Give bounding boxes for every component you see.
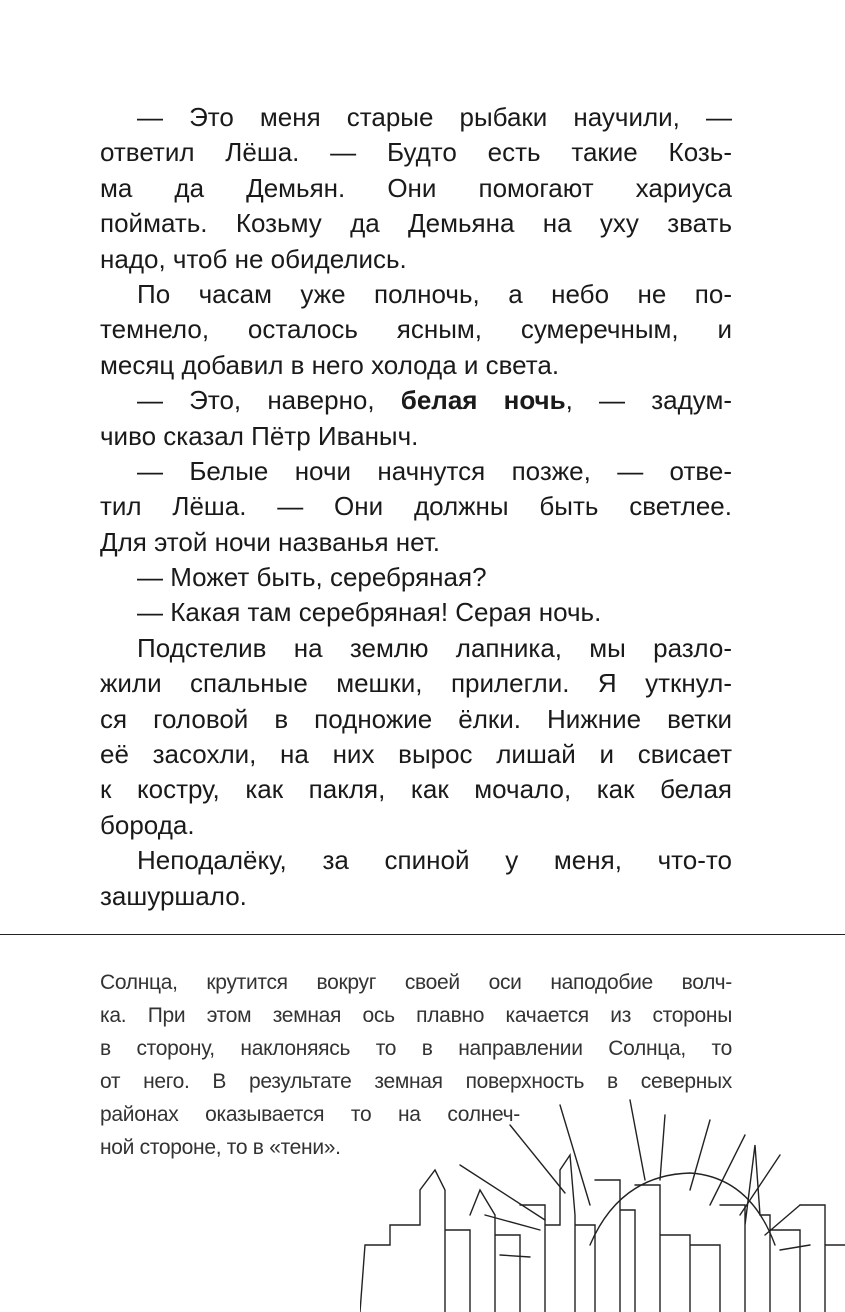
text-line: к костру, как пакля, как мочало, как белая	[100, 774, 732, 805]
text-line: ся головой в подножие ёлки. Нижние ветки	[100, 703, 732, 734]
text-line: ответил Лёша. — Будто есть такие Козь-	[100, 137, 732, 168]
sunrise-city-illustration	[360, 1095, 845, 1312]
text-line: ма да Демьян. Они помогают хариуса	[100, 172, 732, 203]
paragraph	[100, 595, 732, 630]
text-line: её засохли, на них вырос лишай и свисает	[100, 739, 732, 770]
text-line: борода.	[100, 809, 195, 840]
text-segment: , — задум-	[565, 385, 732, 416]
footnote-line: от него. В результате земная поверхность в северных	[100, 1070, 732, 1093]
text-line: — Белые ночи начнутся позже, — отве-	[137, 455, 732, 486]
text-line: жили спальные мешки, прилегли. Я уткнул-	[100, 668, 732, 699]
text-line: Подстелив на землю лапника, мы разло-	[137, 632, 732, 663]
text-line	[100, 383, 732, 418]
footnote-line: ка. При этом земная ось плавно качается из стороны	[100, 1004, 732, 1027]
paragraph	[100, 277, 732, 383]
main-text	[100, 100, 732, 914]
text-line: — Какая там серебряная! Серая ночь.	[137, 597, 602, 628]
text-line: Неподалёку, за спиной у меня, что-то	[137, 845, 732, 876]
footnote-line: в сторону, наклоняясь то в направлении Солнца, то	[100, 1037, 732, 1060]
paragraph	[100, 843, 732, 914]
text-line: надо, чтоб не обиделись.	[100, 243, 407, 274]
text-line: чиво сказал Пётр Иваныч.	[100, 420, 419, 451]
text-line: поймать. Козьму да Демьяна на уху звать	[100, 208, 732, 239]
paragraph	[100, 560, 732, 595]
text-line: тил Лёша. — Они должны быть светлее.	[100, 491, 732, 522]
text-line: Для этой ночи названья нет.	[100, 526, 440, 557]
paragraph	[100, 100, 732, 277]
text-line: зашуршало.	[100, 880, 247, 911]
text-line: По часам уже полночь, а небо не по-	[137, 278, 732, 309]
text-segment: — Это, наверно,	[137, 385, 401, 416]
footnote-line: ной стороне, то в «тени».	[100, 1136, 341, 1159]
text-line: — Это меня старые рыбаки научили, —	[137, 102, 732, 132]
text-line: темнело, осталось ясным, сумеречным, и	[100, 314, 732, 345]
text-line: — Может быть, серебряная?	[137, 562, 487, 593]
footnote-line: районах оказывается то на солнеч-	[100, 1103, 520, 1126]
footnote-divider	[0, 934, 845, 935]
bold-term: белая ночь	[400, 385, 566, 416]
footnote-line: Солнца, крутится вокруг своей оси наподобие волч-	[100, 971, 732, 994]
text-line: месяц добавил в него холода и света.	[100, 349, 560, 380]
paragraph	[100, 383, 732, 454]
paragraph	[100, 454, 732, 560]
paragraph	[100, 631, 732, 843]
